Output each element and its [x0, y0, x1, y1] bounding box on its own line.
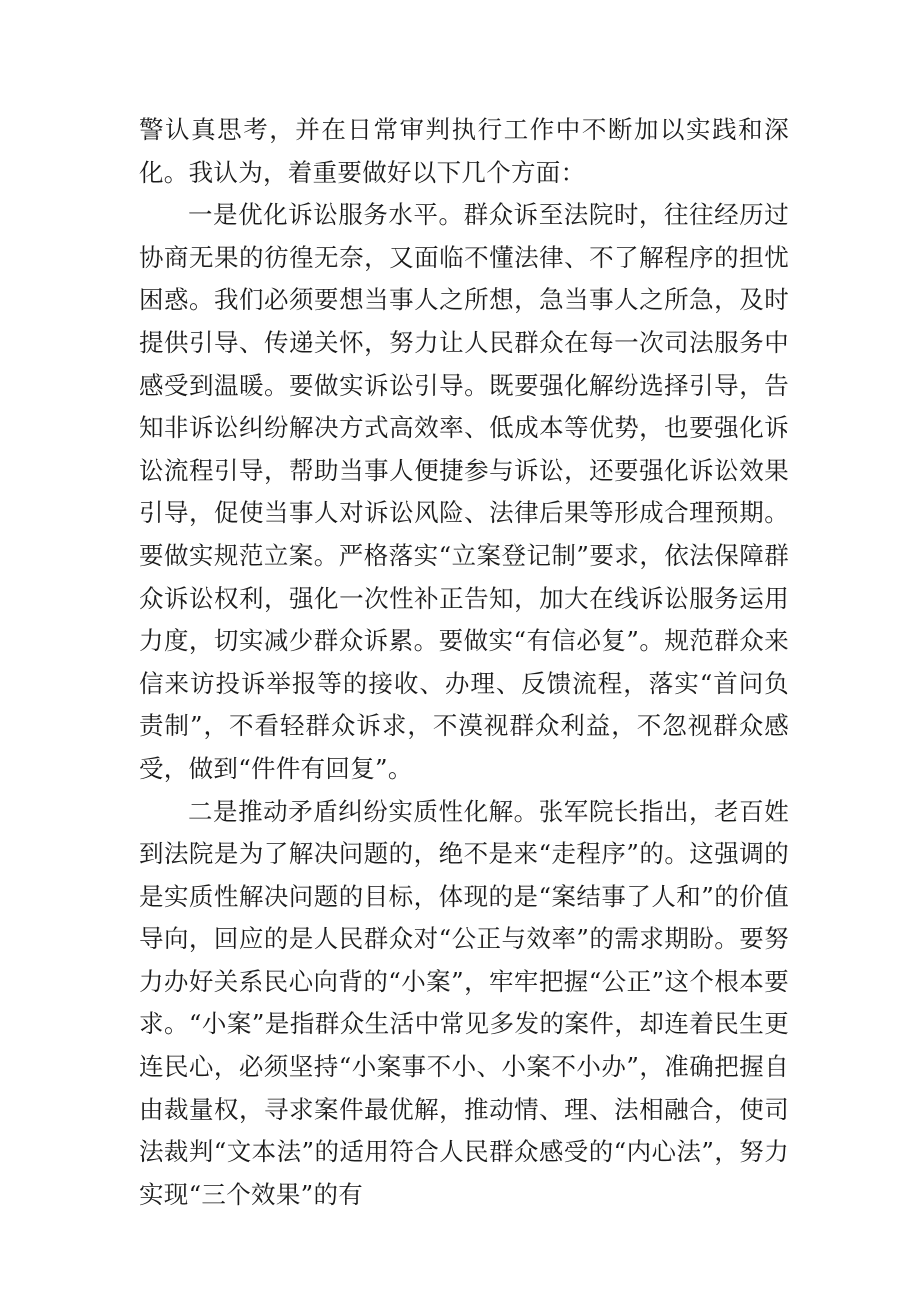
paragraph-3: 二是推动矛盾纠纷实质性化解。张军院长指出，老百姓到法院是为了解决问题的，绝不是来“走程序”的。这强调的是实质性解决问题的目标，体现的是“案结事了人和”的价值导向，回应的是人民群众对“公正与效率”的需求期盼。要努力办好关系民心向背的“小案”，牢牢把握“公正”这个根本要求。“小案”是指群众生活中常见多发的案件，却连着民生更连民心，必须坚持“小案事不小、小案不小办”，准确把握自由裁量权，寻求案件最优解，推动情、理、法相融合，使司法裁判“文本法”的适用符合人民群众感受的“内心法”，努力实现“三个效果”的有	[139, 796, 789, 1209]
paragraph-2: 一是优化诉讼服务水平。群众诉至法院时，往往经历过协商无果的彷徨无奈，又面临不懂法律、不了解程序的担忧困惑。我们必须要想当事人之所想，急当事人之所急，及时提供引导、传递关怀，努力让人民群众在每一次司法服务中感受到温暖。要做实诉讼引导。既要强化解纷选择引导，告知非诉讼纠纷解决方式高效率、低成本等优势，也要强化诉讼流程引导，帮助当事人便捷参与诉讼，还要强化诉讼效果引导，促使当事人对诉讼风险、法律后果等形成合理预期。要做实规范立案。严格落实“立案登记制”要求，依法保障群众诉讼权利，强化一次性补正告知，加大在线诉讼服务运用力度，切实减少群众诉累。要做实“有信必复”。规范群众来信来访投诉举报等的接收、办理、反馈流程，落实“首问负责制”，不看轻群众诉求，不漠视群众利益，不忽视群众感受，做到“件件有回复”。	[139, 200, 789, 783]
paragraph-1: 警认真思考，并在日常审判执行工作中不断加以实践和深化。我认为，着重要做好以下几个方面：	[139, 115, 789, 187]
document-body	[139, 109, 789, 1216]
